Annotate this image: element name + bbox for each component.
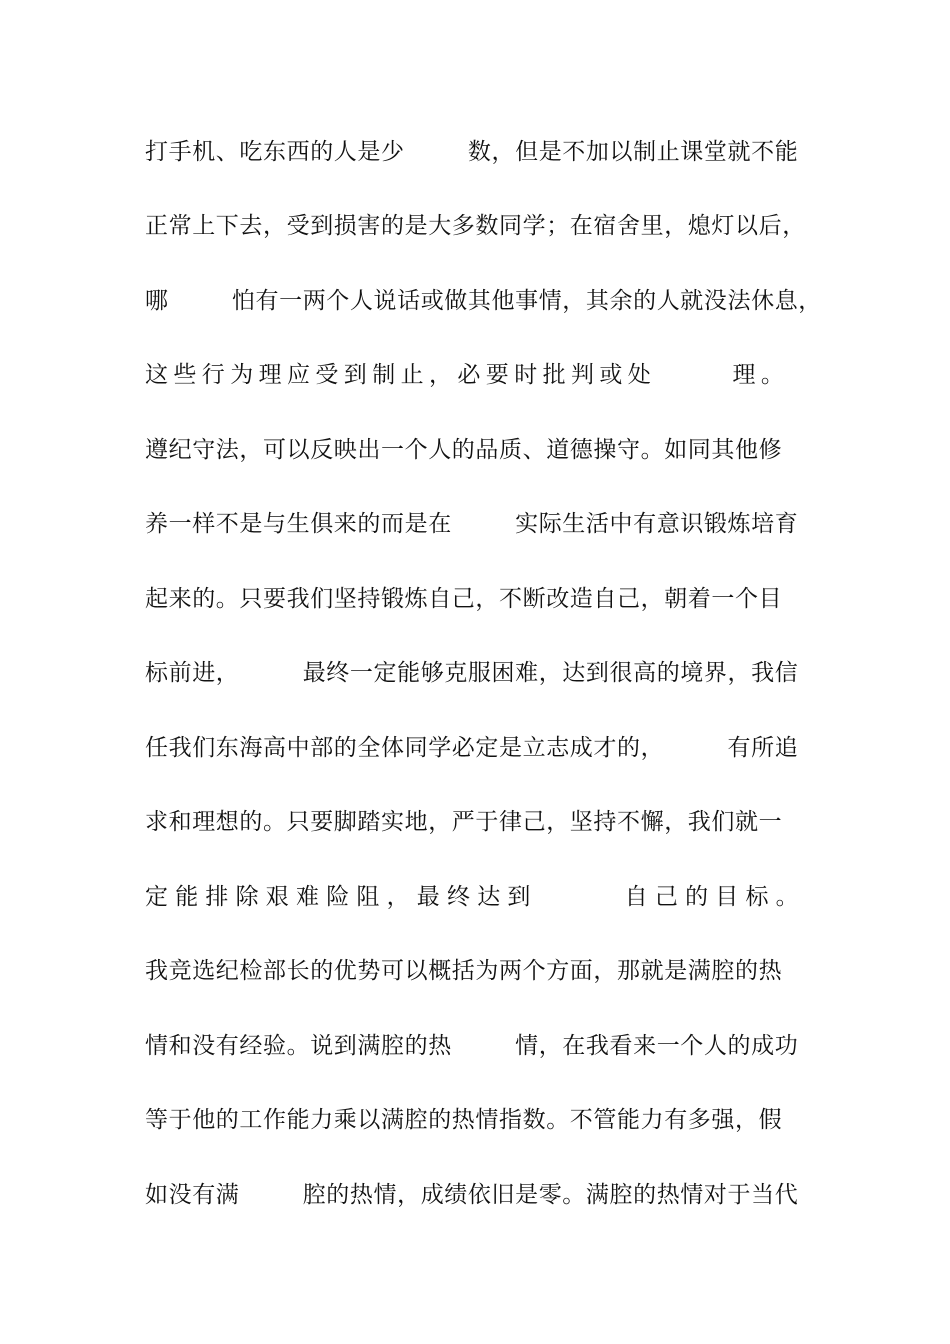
paragraph-line: 情和没有经验。说到满腔的热 情，在我看来一个人的成功 — [145, 1033, 799, 1059]
paragraph-line: 起来的。只要我们坚持锻炼自己，不断改造自己，朝着一个目 — [145, 586, 783, 612]
paragraph-line: 求和理想的。只要脚踏实地，严于律己，坚持不懈，我们就一 — [145, 809, 783, 835]
paragraph-line: 如没有满 腔的热情，成绩依旧是零。满腔的热情对于当代 — [145, 1182, 799, 1208]
paragraph-line: 定能排除艰难险阻，最终达到 自己的目标。 — [145, 884, 806, 910]
paragraph-line: 遵纪守法，可以反映出一个人的品质、道德操守。如同其他修 — [145, 437, 783, 463]
paragraph-line: 养一样不是与生俱来的而是在 实际生活中有意识锻炼培育 — [145, 511, 799, 537]
paragraph-line: 这些行为理应受到制止，必要时批判或处 理。 — [145, 362, 790, 388]
paragraph-line: 标前进， 最终一定能够克服困难，达到很高的境界，我信 — [145, 660, 799, 686]
paragraph-line: 等于他的工作能力乘以满腔的热情指数。不管能力有多强，假 — [145, 1107, 783, 1133]
paragraph-line: 哪 怕有一两个人说话或做其他事情，其余的人就没法休息， — [145, 288, 822, 314]
paragraph-line: 任我们东海高中部的全体同学必定是立志成才的， 有所追 — [145, 735, 799, 761]
paragraph-line: 我竞选纪检部长的优势可以概括为两个方面，那就是满腔的热 — [145, 958, 783, 984]
paragraph-line: 打手机、吃东西的人是少 数，但是不加以制止课堂就不能 — [145, 139, 799, 165]
paragraph-line: 正常上下去，受到损害的是大多数同学；在宿舍里，熄灯以后， — [145, 213, 806, 239]
